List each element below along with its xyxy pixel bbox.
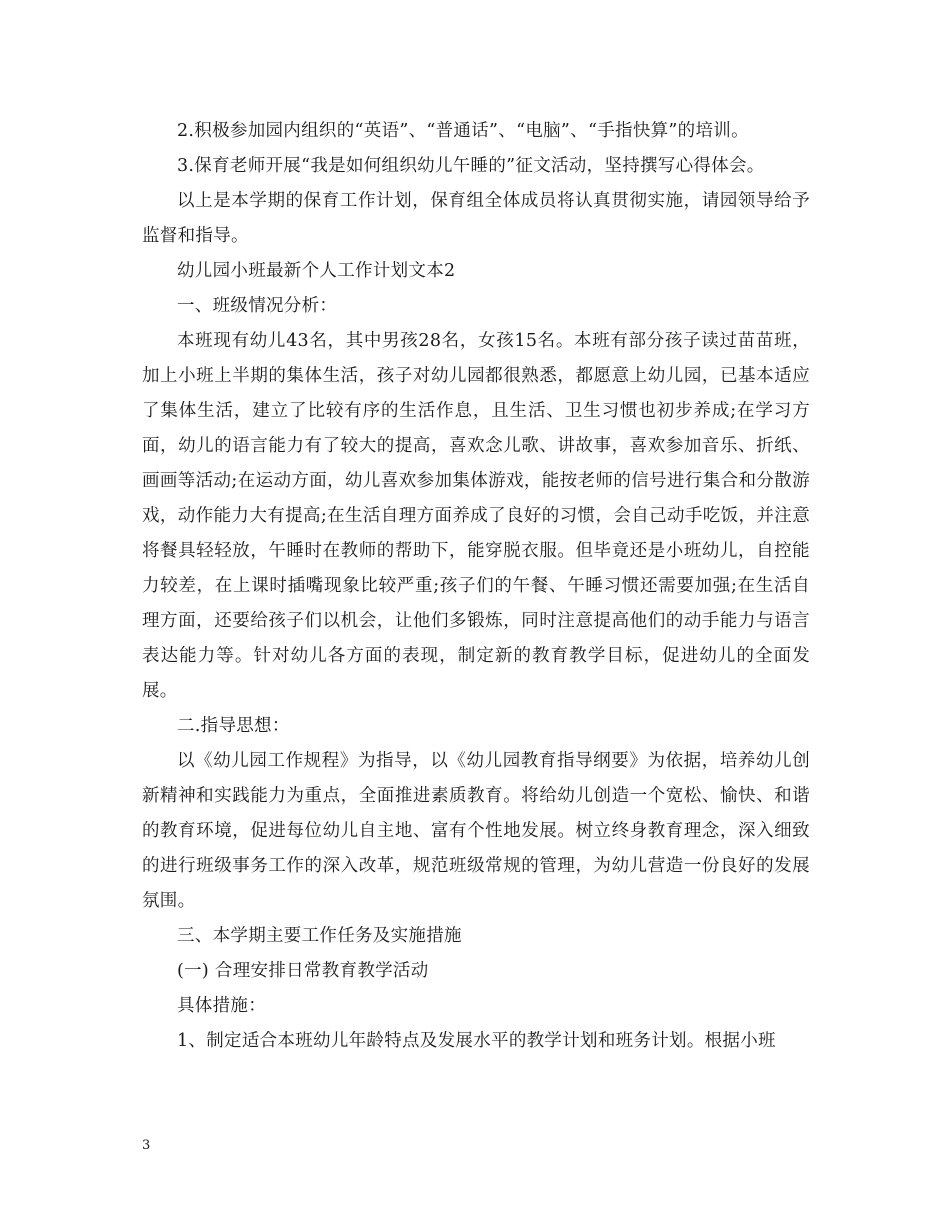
section-title: 幼儿园小班最新个人工作计划文本2 — [177, 261, 456, 281]
paragraph-class-analysis: 本班现有幼儿43名，其中男孩28名，女孩15名。本班有部分孩子读过苗苗班，加上小班上半期的集体生活，孩子对幼儿园都很熟悉，都愿意上幼儿园，已基本适应了集体生活，建立了比较有序的生活作息，且生活、卫生习惯也初步养成;在学习方面，幼儿的语言能力有了较大的提高，喜欢念儿歌、讲故事，喜欢参加音乐、折纸、画画等活动;在运动方面，幼儿喜欢参加集体游戏，能按老师的信号进行集合和分散游戏，动作能力大有提高;在生活自理方面养成了良好的习惯，会自己动手吃饭，并注意将餐具轻轻放，午睡时在教师的帮助下，能穿脱衣服。但毕竟还是小班幼儿，自控能力较差，在上课时插嘴现象比较严重;孩子们的午餐、午睡习惯还需要加强;在生活自理方面，还要给孩子们以机会，让他们多锻炼，同时注意提高他们的动手能力与语言表达能力等。针对幼儿各方面的表现，制定新的教育教学目标，促进幼儿的全面发展。 — [142, 331, 810, 701]
paragraph-conclusion: 以上是本学期的保育工作计划，保育组全体成员将认真贯彻实施，请园领导给予监督和指导。 — [142, 191, 810, 246]
page-number: 3 — [142, 1138, 151, 1153]
paragraph-measure-1: 1、制定适合本班幼儿年龄特点及发展水平的教学计划和班务计划。根据小班 — [177, 1031, 776, 1051]
heading-guiding-ideology: 二.指导思想： — [177, 716, 290, 736]
document-body — [142, 114, 810, 1059]
paragraph-essay-activity: 3.保育老师开展“我是如何组织幼儿午睡的”征文活动，坚持撰写心得体会。 — [177, 156, 765, 176]
paragraph-training: 2.积极参加园内组织的“英语”、“普通话”、“电脑”、“手指快算”的培训。 — [177, 121, 749, 141]
subheading-daily-activities: (一) 合理安排日常教育教学活动 — [177, 961, 429, 981]
heading-class-analysis: 一、班级情况分析： — [177, 296, 338, 316]
heading-main-tasks: 三、本学期主要工作任务及实施措施 — [177, 926, 462, 946]
paragraph-guiding-ideology: 以《幼儿园工作规程》为指导，以《幼儿园教育指导纲要》为依据，培养幼儿创新精神和实践能力为重点，全面推进素质教育。将给幼儿创造一个宽松、愉快、和谐的教育环境，促进每位幼儿自主地、富有个性地发展。树立终身教育理念，深入细致的进行班级事务工作的深入改革，规范班级常规的管理，为幼儿营造一份良好的发展氛围。 — [142, 751, 810, 911]
label-specific-measures: 具体措施： — [177, 996, 266, 1016]
